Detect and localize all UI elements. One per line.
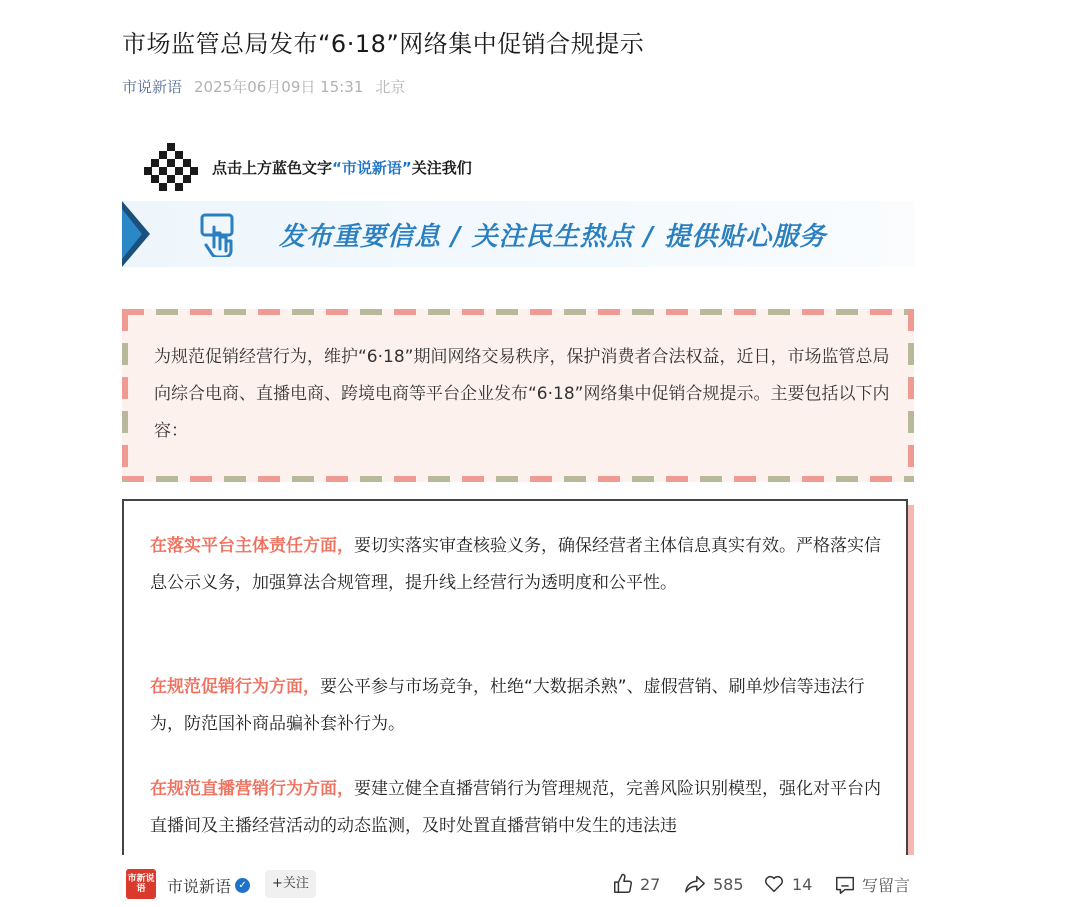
article-meta xyxy=(122,76,405,97)
pixel-arrow-icon xyxy=(144,143,198,191)
follow-hint-text: 点击上方蓝色文字“市说新语”关注我们 xyxy=(212,158,472,177)
content-box xyxy=(122,499,911,907)
section-paragraph xyxy=(150,771,890,845)
bottom-action-bar xyxy=(0,855,1080,907)
like-count: 27 xyxy=(640,874,661,894)
article-title: 市场监管总局发布“6·18”网络集中促销合规提示 xyxy=(122,30,645,58)
comment-button[interactable] xyxy=(834,873,910,896)
comment-icon xyxy=(834,874,856,896)
thumbs-up-icon xyxy=(612,873,634,895)
intro-text: 为规范促销经营行为，维护“6·18”期间网络交易秩序，保护消费者合法权益，近日，市场监管总局向综合电商、直播电商、跨境电商等平台企业发布“6·18”网络集中促销合规提示。主要包括以下内容： xyxy=(154,347,890,441)
section-body: 要建立健全直播营销行为管理规范，完善风险识别模型，强化对平台内直播间及主播经营活动的动态监测，及时处置直播营销中发生的违法违 xyxy=(150,779,881,836)
section-paragraph xyxy=(150,669,890,743)
like-button[interactable] xyxy=(612,873,660,895)
section-lead: 在规范促销行为方面， xyxy=(150,677,320,697)
follow-hint xyxy=(144,142,472,192)
favorite-count: 14 xyxy=(792,874,813,894)
section-lead: 在落实平台主体责任方面， xyxy=(150,536,354,556)
share-count: 585 xyxy=(713,874,744,894)
banner-slogan: 发布重要信息 / 关注民生热点 / 提供贴心服务 xyxy=(279,222,827,252)
share-button[interactable] xyxy=(683,873,744,895)
follow-hint-account: “市说新语” xyxy=(332,158,412,177)
section-body: 要公平参与市场竞争，杜绝“大数据杀熟”、虚假营销、刷单炒信等违法行为，防范国补商品骗补套补行为。 xyxy=(150,677,865,734)
account-name[interactable]: 市说新语 ✓ xyxy=(167,874,250,897)
publish-location: 北京 xyxy=(375,78,406,96)
share-arrow-icon xyxy=(683,873,707,895)
section-body: 要切实落实审查核验义务，确保经营者主体信息真实有效。严格落实信息公示义务，加强算法合规管理，提升线上经营行为透明度和公平性。 xyxy=(150,536,881,593)
slogan-banner xyxy=(122,201,914,267)
comment-label: 写留言 xyxy=(862,876,911,895)
publish-time: 2025年06月09日 15:31 xyxy=(194,78,364,96)
follow-button[interactable]: +关注 xyxy=(265,870,316,898)
favorite-button[interactable] xyxy=(762,873,812,895)
section-lead: 在规范直播营销行为方面， xyxy=(150,779,354,799)
intro-box xyxy=(122,309,914,482)
heart-icon xyxy=(762,873,786,895)
avatar[interactable]: 市新说语 xyxy=(126,869,156,899)
source-link[interactable]: 市说新语 xyxy=(122,78,183,96)
section-paragraph xyxy=(150,528,890,602)
hand-pointer-icon xyxy=(200,213,244,257)
verified-badge-icon: ✓ xyxy=(235,878,250,893)
